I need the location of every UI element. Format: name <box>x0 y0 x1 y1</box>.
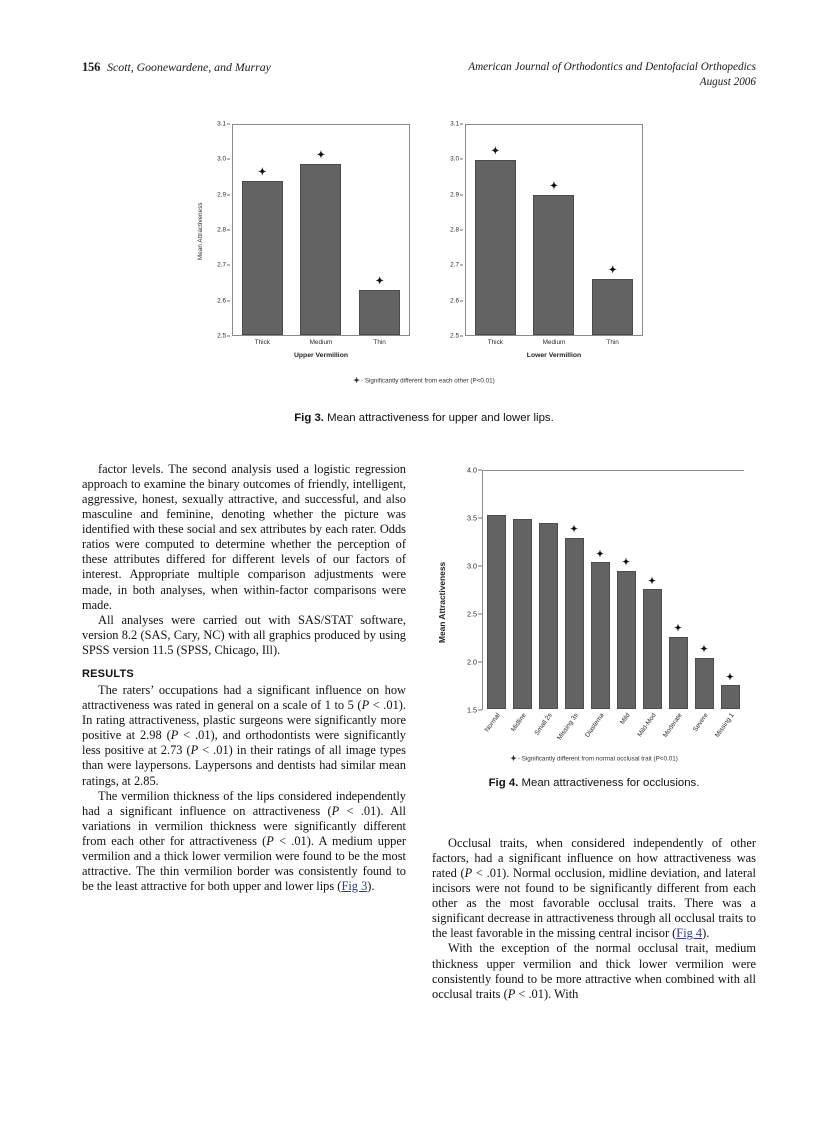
figure-3-caption <box>196 412 652 424</box>
paragraph-results-occupations <box>82 683 406 788</box>
x-tick-slot <box>483 712 509 752</box>
bar-thick <box>475 160 516 335</box>
bar-slot <box>292 125 351 335</box>
bar-slot <box>665 471 691 709</box>
figure-3-caption-text: Mean attractiveness for upper and lower lips. <box>327 412 554 424</box>
chart-occlusions-y-axis-label: Mean Attractiveness <box>437 561 447 643</box>
bar-thick <box>242 181 283 335</box>
chart-upper-vermillion <box>196 118 419 366</box>
significance-marker-icon: ✦ <box>491 146 500 157</box>
bar-diastema <box>591 562 610 709</box>
bar-missing-3s <box>565 538 584 709</box>
chart-occlusions-bars <box>483 471 743 709</box>
x-tick-label: Normal <box>483 712 502 734</box>
rp2-p2: P <box>266 833 274 848</box>
figure-4-crossref-link[interactable]: Fig 4 <box>676 926 703 941</box>
significance-marker-icon: ✦ <box>510 754 517 763</box>
y-tick-label: 2.9 <box>217 191 226 199</box>
x-tick-label: Missing 3s <box>556 712 580 742</box>
x-tick-label: Mild-Mod <box>636 712 658 739</box>
bar-severe <box>695 658 714 709</box>
significance-marker-icon: ✦ <box>622 557 630 569</box>
y-tick-label: 2.9 <box>450 191 459 199</box>
x-tick-label: Thin <box>373 339 386 346</box>
rp1-d: < .01) in their ratings of all image types than were laypersons. Laypersons and dentists had similar mean ratings, at 2.85. <box>82 743 407 788</box>
rp2-c: < .01). A medium upper vermilion and a thick lower vermilion were found to be the most attractive. The thin vermilion border was consistently found to be the least attractive for both upper and lower lips ( <box>82 833 406 893</box>
significance-marker-icon: ✦ <box>549 181 559 192</box>
rc1-b: < .01). Normal occlusion, midline deviation, and lateral incisors were not found to be significantly different from each other as the most favorable occlusal traits. There was a significant decrease in attractiveness through all occlusal traits to the least favorable in the missing central incisor ( <box>432 866 756 941</box>
bar-midline <box>513 519 532 709</box>
x-tick-slot <box>535 712 561 752</box>
rp1-c: < .01), and orthodontists were significantly less positive at 2.73 ( <box>82 728 407 758</box>
chart-upper-bars <box>233 125 409 335</box>
y-tick-mark <box>460 230 463 231</box>
running-head-right <box>468 60 756 91</box>
significance-marker-icon: ✦ <box>700 644 708 656</box>
rp1-p1: P <box>361 698 370 713</box>
x-tick-label: Thick <box>254 339 270 346</box>
significance-marker-icon: ✦ <box>726 671 734 683</box>
figure-4 <box>432 462 756 763</box>
bar-slot <box>483 471 509 709</box>
bar-mild <box>617 571 636 709</box>
figure-3-label: Fig 3. <box>294 412 324 424</box>
chart-upper-y-ticks <box>196 120 230 340</box>
y-tick-mark <box>460 336 463 337</box>
chart-upper-x-axis-title: Upper Vermillion <box>293 352 348 359</box>
chart-upper-y-axis-label: Mean Attractiveness <box>197 202 204 260</box>
y-tick-mark <box>227 336 230 337</box>
bar-slot <box>691 471 717 709</box>
chart-lower-bars <box>466 125 642 335</box>
paragraph-exception-normal <box>432 941 756 1001</box>
y-tick-mark <box>460 194 463 195</box>
paragraph-analyses-software: All analyses were carried out with SAS/STAT software, version 8.2 (SAS, Cary, NC) with all graphics produced by using SPSS version 11.5 (SPSS, Chicago, Ill). <box>82 612 406 657</box>
bar-slot <box>561 471 587 709</box>
x-tick-slot <box>613 712 639 752</box>
significance-marker-icon: ✦ <box>648 575 656 587</box>
left-column-body <box>82 462 406 894</box>
y-tick-label: 3.0 <box>467 561 477 571</box>
bar-moderate <box>669 637 688 709</box>
significance-marker-icon: ✦ <box>353 376 360 385</box>
rp2-a: The vermilion thickness of the lips considered independently had a significant influence on attractiveness ( <box>82 788 406 818</box>
heading-results: RESULTS <box>82 667 134 680</box>
figure-3-significance-note <box>196 376 652 385</box>
bar-slot <box>509 471 535 709</box>
significance-marker-icon: ✦ <box>258 167 267 178</box>
rc2-p1: P <box>507 986 516 1001</box>
x-tick-label: Thin <box>606 339 619 346</box>
x-tick-slot <box>662 712 691 752</box>
rc1-c: ). <box>702 926 710 941</box>
y-tick-label: 1.5 <box>467 705 477 715</box>
y-tick-mark <box>460 159 463 160</box>
rp1-b: < .01). In rating attractiveness, plastic surgeons were significantly more positive at 2.98 ( <box>82 698 407 743</box>
x-tick-slot <box>556 712 587 752</box>
rc2-a: With the exception of the normal occlusal trait, medium thickness upper vermilion and thick lower vermilion were consistently found to be more attractive when combined with all occlusal traits ( <box>432 941 756 1001</box>
y-tick-mark <box>460 265 463 266</box>
y-tick-label: 2.5 <box>450 332 459 340</box>
y-tick-label: 4.0 <box>467 465 477 475</box>
x-tick-label: Mild <box>619 712 632 726</box>
y-tick-label: 3.0 <box>217 155 226 163</box>
chart-upper-x-tick-labels <box>233 339 409 346</box>
x-tick-label: Small 2s <box>533 712 554 737</box>
y-tick-mark <box>227 265 230 266</box>
rp2-b: < .01). All variations in vermilion thickness were significantly different from each other for attractiveness ( <box>82 803 406 848</box>
rc1-a: Occlusal traits, when considered independently of other factors, had a significant influence on how attractiveness was rated ( <box>432 836 756 881</box>
bar-thin <box>359 290 400 336</box>
x-tick-slot <box>509 712 535 752</box>
significance-marker-icon: ✦ <box>608 265 617 276</box>
y-tick-mark <box>460 124 463 125</box>
figure-4-caption-text: Mean attractiveness for occlusions. <box>521 777 700 789</box>
figure-4-label: Fig 4. <box>488 777 519 789</box>
rp2-d: ). <box>367 878 375 893</box>
rp2-p1: P <box>331 803 340 818</box>
paragraph-results-vermilion <box>82 789 406 894</box>
issue-date: August 2006 <box>699 76 756 89</box>
y-tick-mark <box>460 300 463 301</box>
significance-marker-icon: ✦ <box>570 524 578 536</box>
chart-occlusions-x-tick-labels <box>483 712 743 752</box>
y-tick-label: 2.0 <box>467 657 477 667</box>
bar-slot <box>639 471 665 709</box>
x-tick-slot <box>691 712 717 752</box>
bar-thin <box>592 279 633 335</box>
rp1-p2: P <box>170 728 179 743</box>
x-tick-label: Severe <box>692 712 710 734</box>
figure-4-significance-note <box>432 754 756 763</box>
bar-slot <box>587 471 613 709</box>
rp1-a: The raters’ occupations had a significant influence on how attractiveness was rated in general on a scale of 1 to 5 ( <box>82 683 406 713</box>
right-column-body <box>432 836 756 1002</box>
figure-4-caption <box>432 777 756 789</box>
figure-3 <box>196 118 652 385</box>
y-tick-mark <box>227 300 230 301</box>
significance-marker-icon: ✦ <box>596 548 604 560</box>
y-tick-label: 2.8 <box>450 226 459 234</box>
paragraph-occlusal-traits <box>432 836 756 941</box>
bar-slot <box>535 471 561 709</box>
y-tick-label: 2.7 <box>217 261 226 269</box>
y-tick-label: 2.7 <box>450 261 459 269</box>
x-tick-label: Missing 1 <box>714 712 736 739</box>
significance-marker-icon: ✦ <box>316 149 326 161</box>
y-tick-label: 3.0 <box>450 155 459 163</box>
chart-lower-vermillion <box>429 118 652 366</box>
y-tick-label: 3.1 <box>217 120 226 128</box>
y-tick-mark <box>227 124 230 125</box>
figure-3-note-text: - Significantly different from each other (P<0.01) <box>360 377 495 385</box>
page-number: 156 <box>82 60 101 74</box>
running-head <box>82 60 756 91</box>
chart-occlusions-y-ticks <box>450 465 482 715</box>
bar-medium <box>300 164 341 336</box>
rc2-b: < .01). With <box>515 986 579 1001</box>
x-tick-label: Medium <box>309 339 333 346</box>
chart-lower-x-tick-labels <box>466 339 642 346</box>
significance-marker-icon: ✦ <box>375 275 384 287</box>
y-tick-mark <box>227 230 230 231</box>
bar-slot <box>613 471 639 709</box>
y-tick-label: 2.6 <box>450 297 459 305</box>
x-tick-slot <box>714 712 743 752</box>
journal-title: American Journal of Orthodontics and Dentofacial Orthopedics <box>468 61 756 73</box>
x-tick-label: Midline <box>510 712 528 734</box>
chart-lower-y-ticks <box>429 120 463 340</box>
y-tick-label: 2.8 <box>217 226 226 234</box>
bar-slot <box>583 125 642 335</box>
rp1-p3: P <box>190 743 199 758</box>
bar-mild-mod <box>643 589 662 709</box>
running-head-authors: Scott, Goonewardene, and Murray <box>107 60 271 74</box>
running-head-left <box>82 60 271 75</box>
chart-lower-x-axis-title: Lower Vermillion <box>526 352 582 359</box>
x-tick-label: Thick <box>487 339 503 346</box>
bar-normal <box>487 515 506 709</box>
y-tick-label: 3.5 <box>467 513 477 523</box>
x-tick-label: Diastema <box>584 712 606 739</box>
y-tick-mark <box>227 194 230 195</box>
bar-small-2s <box>539 523 558 709</box>
y-tick-mark <box>227 159 230 160</box>
x-tick-slot <box>584 712 613 752</box>
bar-slot <box>466 125 525 335</box>
figure-3-charts <box>196 118 652 366</box>
paragraph-factor-levels: factor levels. The second analysis used a logistic regression approach to examine the binary outcomes of friendly, intelligent, aggressive, honest, sexually attractive, and successful, and also masculine and feminine, denoting whether the picture was identified with these social and sex attributes by each rater. Odds ratios were computed to determine whether the perception of these attributes differed for different levels of our factors of interest. Appropriate multiple comparison adjustments were made, in both analyses, when within-factor comparisons were made. <box>82 462 406 612</box>
bar-missing-1 <box>721 685 740 709</box>
bar-slot <box>233 125 292 335</box>
bar-slot <box>717 471 743 709</box>
significance-marker-icon: ✦ <box>674 623 682 635</box>
rc1-p1: P <box>464 866 473 881</box>
y-tick-label: 2.5 <box>217 332 226 340</box>
figure-4-note-text: - Significantly different from normal occlusal trait (P<0.01) <box>517 755 678 763</box>
x-tick-slot <box>636 712 665 752</box>
y-tick-label: 2.5 <box>467 609 477 619</box>
x-tick-label: Moderate <box>662 712 684 739</box>
y-tick-label: 3.1 <box>450 120 459 128</box>
x-tick-label: Medium <box>542 339 566 346</box>
bar-medium <box>533 195 574 335</box>
bar-slot <box>525 125 584 335</box>
bar-slot <box>350 125 409 335</box>
figure-3-crossref-link[interactable]: Fig 3 <box>341 878 368 893</box>
y-tick-label: 2.6 <box>217 297 226 305</box>
